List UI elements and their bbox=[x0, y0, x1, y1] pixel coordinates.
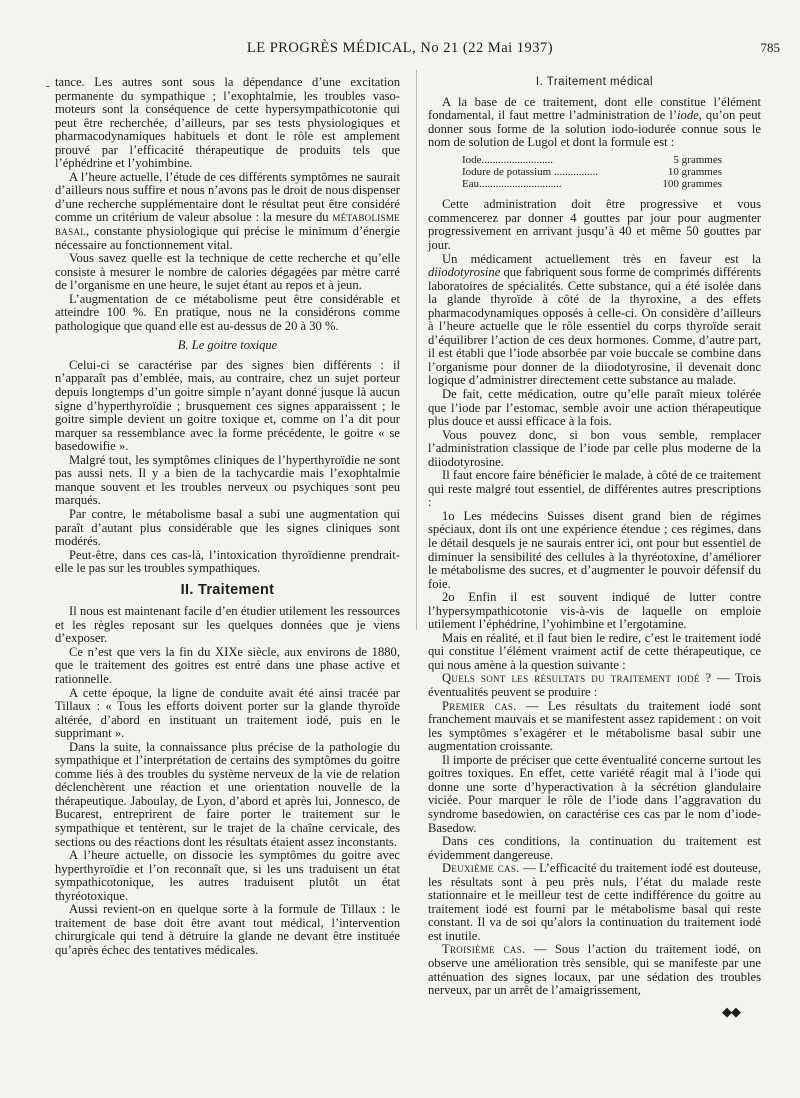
paragraph: Dans ces conditions, la continuation du traitement est évidemment dangereuse. bbox=[428, 834, 761, 862]
paragraph: 1o Les médecins Suisses disent grand bien de régimes spéciaux, dont ils ont une expérience étendue ; ces régimes, dans le détail desquels je ne saurais entrer ici, ont pour but essentiel de diminuer la sensibilité des cellules à la thyréotoxine, d’améliorer le métabolisme des sucres, et d’augmenter le pouvoir défensif du foie. bbox=[428, 508, 761, 591]
paragraph: Vous savez quelle est la technique de cette recherche et qu’elle consiste à mesurer le nombre de calories dégagées par mètre carré de l’organisme en une heure, le sujet étant au repos et à jeun. bbox=[55, 251, 400, 293]
paragraph: A l’heure actuelle, l’étude de ces différents symptômes ne saurait d’ailleurs nous suffire et nous n’avons pas le droit de nous dispenser d’une recherche supplémentaire dont le résultat peut être considéré comme un critérium de valeur absolue : la mesure du métabolisme basal, constante physiologique qui précise le minimum d’énergie nécessaire au fonctionnement vital. bbox=[55, 169, 400, 252]
paragraph: Dans la suite, la connaissance plus précise de la pathologie du sympathique et l’interprétation de certains des symptômes du goitre comme liés à des troubles du système nerveux de la vie de relation déclenchèrent une réaction et une orientation nouvelle de la thérapeutique. Jaboulay, de Lyon, d’abord et après lui, Jonnesco, de Bucarest, entreprirent de faire porter le traitement sur le sympathique et tentèrent, sur le trajet de la chaîne cervicale, des sections ou des réactions dont les résultats étaient assez inconstants. bbox=[55, 739, 400, 849]
paragraph: A la base de ce traitement, dont elle constitue l’élément fondamental, il faut mettre l’administration de l’iode, qu’on peut donner sous forme de la solution iodo-iodurée connue sous le nom de solution de Lugol et dont la formule est : bbox=[428, 94, 761, 150]
paragraph: Troisième cas. — Sous l’action du traitement iodé, on observe une amélioration très sensible, qui se manifeste par une atténuation des signes locaux, par une sédation des troubles nerveux, par un arrêt de l’amaigrissement, bbox=[428, 942, 761, 998]
section-heading: II. Traitement bbox=[180, 581, 275, 598]
paragraph: Malgré tout, les symptômes cliniques de l’hyperthyroïdie ne sont pas aussi nets. Il y a bien de la tachycardie mais l’exophtalmie manque souvent et les troubles nerveux ou psychiques sont peu marqués. bbox=[55, 452, 400, 508]
page-header bbox=[0, 40, 800, 60]
paragraph: Par contre, le métabolisme basal a subi une augmentation qui paraît d’autant plus considérable que les signes cliniques sont modérés. bbox=[55, 506, 400, 549]
paragraph: Celui-ci se caractérise par des signes bien différents : il n’apparaît pas d’emblée, mais, au contraire, chez un sujet porteur depuis longtemps d’un goitre simple n’ayant donné jusque là aucun signe d’hyperthyroïdie ; brusquement ces signes apparaissent ; le goitre simple devient un goitre toxique et, comme on l’a dit pour marquer sa ressemblance avec la forme précédente, le goitre « se basedowifie ». bbox=[55, 357, 400, 454]
small-caps-term: métabolisme basal bbox=[55, 210, 400, 239]
paragraph: 2o Enfin il est souvent indiqué de lutter contre l’hypersympathicotonie vis-à-vis de laquelle on emploie utilement l’éphédrine, l’yohimbine et l’ergotamine. bbox=[428, 590, 761, 632]
formula-row: Iodure de potassium ................ 10 grammes bbox=[462, 165, 722, 178]
paragraph: Il faut encore faire bénéficier le malade, à côté de ce traitement qui reste malgré tout essentiel, de différentes autres prescriptions : bbox=[428, 468, 761, 510]
paragraph: L’augmentation de ce métabolisme peut être considérable et atteindre 100 %. En pratique, nous ne la considérons comme pathologique que quand elle est au-dessus de 20 à 30 %. bbox=[55, 291, 400, 333]
paragraph: Peut-être, dans ces cas-là, l’intoxication thyroïdienne prendrait-elle le pas sur les troubles sympathiques. bbox=[55, 547, 400, 576]
lugol-formula bbox=[462, 154, 761, 191]
paragraph: tance. Les autres sont sous la dépendance d’une excitation permanente du sympathique ; l’exophtalmie, les troubles vaso-moteurs sont la conséquence de cette hypersympathicotonie qui peut être recherchée, d’ailleurs, par ses tests physiologiques et pharmacodynamiques habituels et dont le rôle est amplement prouvé par l’efficacité thérapeutique de produits tels que l’éphédrine et l’yohimbine. bbox=[55, 75, 400, 171]
paragraph: A cette époque, la ligne de conduite avait été ainsi tracée par Tillaux : « Tous les efforts doivent porter sur la glande thyroïde altérée, d’abord en instituant un traitement iodé, puis en le supprimant ». bbox=[55, 685, 400, 741]
paragraph: Premier cas. — Les résultats du traitement iodé sont franchement mauvais et se manifestent assez rapidement : on voit les symptômes s’exagérer et le métabolisme basal subir une augmentation croissante. bbox=[428, 698, 761, 754]
page-number: 785 bbox=[760, 40, 780, 55]
paragraph: Quels sont les résultats du traitement iodé ? — Trois éventualités peuvent se produire : bbox=[428, 671, 761, 700]
left-column bbox=[55, 76, 400, 957]
running-title: LE PROGRÈS MÉDICAL, No 21 (22 Mai 1937) bbox=[246, 40, 554, 56]
paragraph: Il importe de préciser que cette éventualité concerne surtout les goitres toxiques. En effet, cette variété réagit mal à l’iode qui donne une sorte d’hyperactivation à la sécrétion glandulaire viciée. Pour marquer le rôle de l’iode dans l’aggravation du syndrome basedowien, on caractérise ces cas par le nom d’iode-Basedow. bbox=[428, 752, 761, 835]
paragraph: Cette administration doit être progressive et vous commencerez par donner 4 gouttes par jour pour augmenter progressivement en arrivant jusqu’à 40 et même 50 gouttes par jour. bbox=[428, 197, 761, 252]
paragraph: A l’heure actuelle, on dissocie les symptômes du goitre avec hyperthyroïdie et l’on reconnaît que, si les uns traduisent un état sympathicotonique, les autres traduisent plutôt un état thyréotoxique. bbox=[55, 848, 400, 903]
paragraph: Vous pouvez donc, si bon vous semble, remplacer l’administration classique de l’iode par celle plus moderne de la diiodotyrosine. bbox=[428, 427, 761, 469]
formula-row: Eau.............................. 100 grammes bbox=[462, 178, 722, 191]
right-column bbox=[428, 76, 761, 998]
paragraph: Mais en réalité, et il faut bien le redire, c’est le traitement iodé qui constitue l’élément vraiment actif de cette thérapeutique, ce qui nous amène à la question suivante : bbox=[428, 630, 761, 672]
section-heading: I. Traitement médical bbox=[535, 76, 654, 88]
continuation-mark: ◆◆ bbox=[722, 1004, 740, 1019]
paragraph: Un médicament actuellement très en faveur est la diiodotyrosine que fabriquent sous forme de comprimés différents laboratoires de spécialités. Cette substance, qui a été isolée dans la glande thyroïde à côté de la thyroxine, a des effets pharmacodynamiques opposés à celle-ci. On considère d’ailleurs à l’heure actuelle que le rôle essentiel du corps thyroïde serait d’équilibrer l’action de ces deux hormones. Comme, d’autre part, il est établi que l’iode absorbée par voie buccale se combine dans l’organisme pour donner de la diiodotyrosine, il devenait donc logique d’administrer directement cette substance au malade. bbox=[428, 251, 761, 388]
margin-mark: - bbox=[46, 80, 50, 92]
paragraph: De fait, cette médication, outre qu’elle paraît mieux tolérée que l’iode par l’estomac, semble avoir une action thérapeutique plus douce et aussi efficace à la fois. bbox=[428, 387, 761, 429]
paragraph: Deuxième cas. — L’efficacité du traitement iodé est douteuse, les résultats sont à peu près nuls, l’état du malade reste stationnaire et le meilleur test de cette indifférence du goitre au traitement iodé est fourni par le métabolisme basal qui reste constant. Il va de soi qu’alors la continuation du traitement iodé est inutile. bbox=[428, 861, 761, 943]
paragraph: Ce n’est que vers la fin du XIXe siècle, aux environs de 1880, que le traitement des goitres est entré dans une phase active et rationnelle. bbox=[55, 644, 400, 686]
column-rule bbox=[416, 70, 417, 630]
section-heading: B. Le goitre toxique bbox=[177, 338, 278, 353]
paragraph: Il nous est maintenant facile d’en étudier utilement les ressources et les règles reposant sur les quelques données que je viens d’exposer. bbox=[55, 604, 400, 646]
paragraph: Aussi revient-on en quelque sorte à la formule de Tillaux : le traitement de base doit être avant tout médical, l’intervention chirurgicale qui tend à détruire la glande ne devant être instituée qu’après échec des tentatives médicales. bbox=[55, 902, 400, 957]
formula-row: Iode.......................... 5 grammes bbox=[462, 153, 722, 166]
